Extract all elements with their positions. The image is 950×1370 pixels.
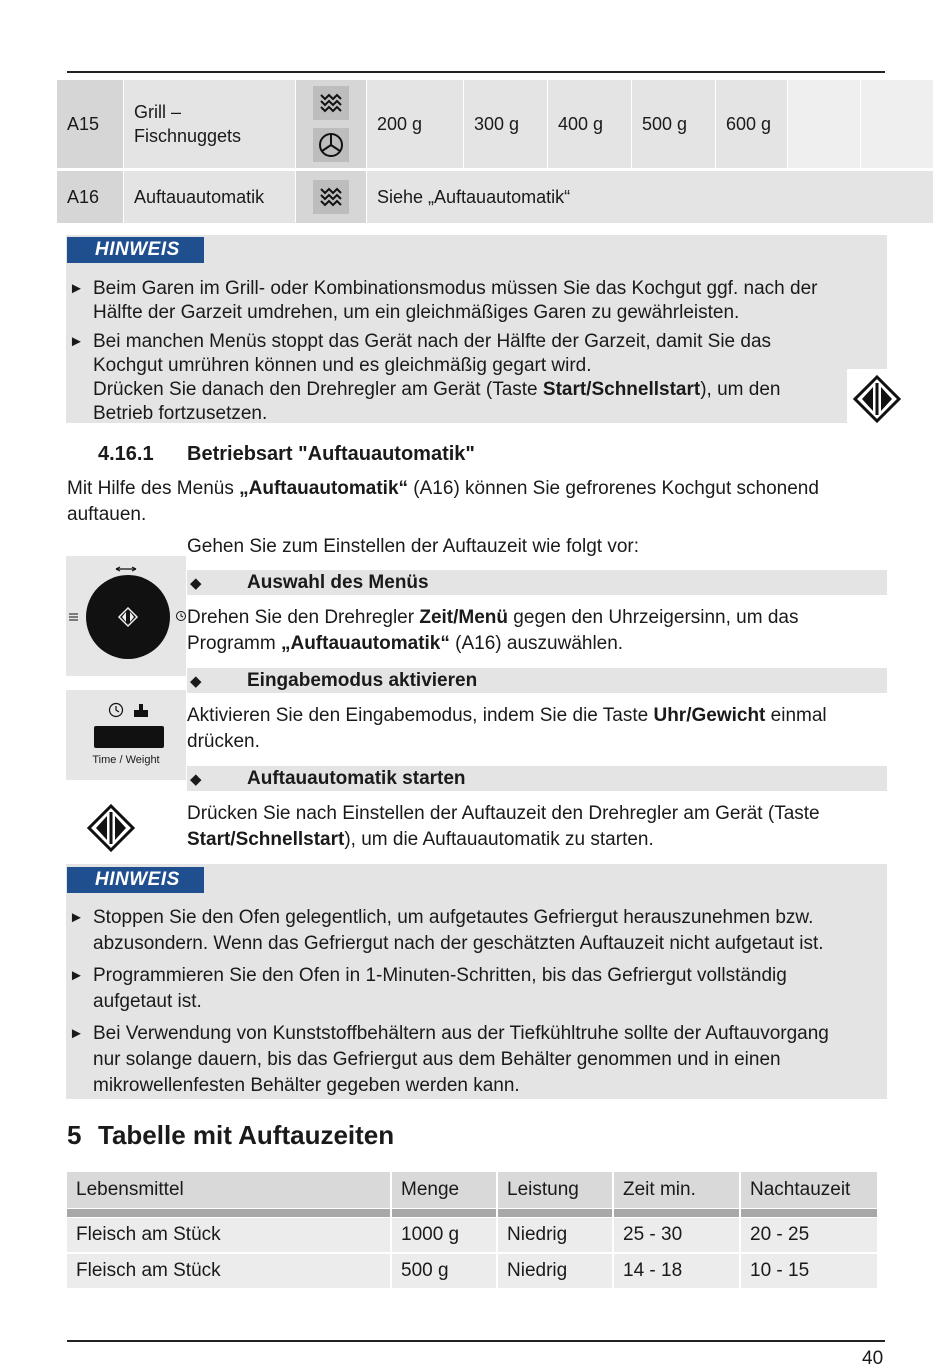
lead-text: Gehen Sie zum Einstellen der Auftauzeit wie folgt vor: [187, 536, 640, 557]
intro-line [67, 476, 887, 502]
bullet-line: Hälfte der Garzeit umdrehen, um ein gleichmäßiges Garen zu gewährleisten. [93, 302, 740, 323]
text-run: Aktivieren Sie den Eingabemodus, indem Sie die Taste [187, 705, 654, 726]
diamond-bullet-icon: ◆ [190, 672, 202, 690]
weight-value: 200 g [367, 80, 463, 168]
step-starten [187, 766, 887, 791]
start-button-icon [853, 375, 901, 428]
time-weight-label: Time / Weight [92, 754, 160, 766]
bullet-line: Programmieren Sie den Ofen in 1-Minuten-Schritten, bis das Gefriergut vollständig [93, 965, 787, 986]
page-number: 40 [862, 1348, 884, 1369]
time-weight-button-icon [66, 690, 186, 750]
row-name [124, 80, 295, 168]
hinweis-label: HINWEIS [67, 867, 204, 893]
weight-value: 500 g [632, 80, 715, 168]
step-line [187, 827, 887, 853]
intro-line: auftauen. [67, 504, 147, 525]
section-intro [67, 476, 887, 528]
header-separator [392, 1209, 496, 1217]
text-bold: „Auftauautomatik“ [239, 478, 409, 499]
text-run: gegen den Uhrzeigersinn, um das [508, 607, 799, 628]
bullet-line: abzusondern. Wenn das Gefriergut nach der geschätzten Auftauzeit nicht aufgetaut ist. [93, 933, 824, 954]
step-body [187, 703, 887, 755]
text-run: Drehen Sie den Drehregler [187, 607, 420, 628]
header-separator [498, 1209, 612, 1217]
header-separator [741, 1209, 877, 1217]
section-number: 4.16.1 [98, 443, 154, 465]
bullet-line: Beim Garen im Grill- oder Kombinationsmodus müssen Sie das Kochgut ggf. nach der [93, 278, 818, 299]
bullet-line: aufgetaut ist. [93, 991, 202, 1012]
arrow-right-icon: ► [69, 967, 84, 984]
table-header: Zeit min. [614, 1172, 739, 1208]
text-run: Programm [187, 633, 281, 654]
table-cell: 500 g [392, 1254, 496, 1288]
table-cell: Niedrig [498, 1254, 612, 1288]
arrow-right-icon: ► [69, 909, 84, 926]
table-cell: 14 - 18 [614, 1254, 739, 1288]
step-line [187, 703, 887, 729]
top-rule [67, 71, 885, 73]
text-run: (A16) auszuwählen. [449, 633, 624, 654]
weight-value: 600 g [716, 80, 787, 168]
empty-cell [861, 80, 933, 168]
step-title: Auftauautomatik starten [247, 767, 466, 789]
table-cell: 1000 g [392, 1218, 496, 1252]
bullet-line: Bei manchen Menüs stoppt das Gerät nach der Hälfte der Garzeit, damit Sie das [93, 331, 772, 352]
arrow-right-icon: ► [69, 280, 84, 297]
table-cell: 25 - 30 [614, 1218, 739, 1252]
row-note: Siehe „Auftauautomatik“ [367, 171, 933, 223]
table-cell: Fleisch am Stück [67, 1254, 390, 1288]
bottom-rule [67, 1340, 885, 1342]
header-separator [614, 1209, 739, 1217]
weight-value: 300 g [464, 80, 547, 168]
text-run: einmal [765, 705, 827, 726]
mode-icons [296, 80, 366, 168]
step-title: Eingabemodus aktivieren [247, 669, 478, 691]
rotary-dial-icon [66, 556, 186, 676]
text-run: ), um die Auftauautomatik zu starten. [344, 829, 654, 850]
weight-value: 400 g [548, 80, 631, 168]
chapter-number: 5 [67, 1120, 82, 1150]
text-run: ), um den [700, 379, 781, 400]
text-bold: Start/Schnellstart [542, 379, 701, 400]
text-run: Drücken Sie danach den Drehregler am Gerät (Taste [93, 379, 543, 400]
table-header: Nachtauzeit [741, 1172, 877, 1208]
bullet-line: Kochgut umrühren können und es gleichmäßig gegart wird. [93, 355, 592, 376]
table-cell: 10 - 15 [741, 1254, 877, 1288]
step-body [187, 605, 887, 657]
text-run: (A16) können Sie gefrorenes Kochgut schonend [408, 478, 819, 499]
table-header: Lebensmittel [67, 1172, 390, 1208]
text-bold: Zeit/Menü [419, 607, 509, 628]
table-cell: Niedrig [498, 1218, 612, 1252]
text-run: Mit Hilfe des Menüs [67, 478, 240, 499]
bullet-line: Bei Verwendung von Kunststoffbehältern aus der Tiefkühltruhe sollte der Auftauvorgang [93, 1023, 829, 1044]
text-bold: „Auftauautomatik“ [280, 633, 450, 654]
chapter-title: Tabelle mit Auftauzeiten [98, 1120, 395, 1150]
row-name-line: Fischnuggets [134, 126, 242, 146]
empty-cell [788, 80, 860, 168]
bullet-line: Stoppen Sie den Ofen gelegentlich, um aufgetautes Gefriergut herauszunehmen bzw. [93, 907, 814, 928]
step-line [187, 631, 887, 657]
mode-icons [296, 171, 366, 223]
hinweis-label: HINWEIS [67, 237, 204, 263]
bullet-line: Betrieb fortzusetzen. [93, 403, 268, 424]
arrow-right-icon: ► [69, 1025, 84, 1042]
combi-fan-icon [313, 128, 349, 162]
header-separator [67, 1209, 390, 1217]
bullet-line: mikrowellenfesten Behälter gegeben werden kann. [93, 1075, 520, 1096]
step-body [187, 801, 887, 853]
table-header: Menge [392, 1172, 496, 1208]
step-auswahl [187, 570, 887, 595]
row-name: Auftauautomatik [124, 171, 295, 223]
bullet-line: nur solange dauern, bis das Gefriergut aus dem Behälter genommen und in einen [93, 1049, 781, 1070]
section-title: Betriebsart "Auftauautomatik" [187, 443, 475, 465]
diamond-bullet-icon: ◆ [190, 770, 202, 788]
table-header: Leistung [498, 1172, 612, 1208]
step-line [187, 605, 887, 631]
text-bold: Start/Schnellstart [187, 829, 345, 850]
row-code: A15 [57, 80, 123, 168]
time-weight-key-illustration [66, 690, 186, 780]
grill-icon [313, 180, 349, 214]
text-bold: Uhr/Gewicht [653, 705, 766, 726]
step-eingabemodus [187, 668, 887, 693]
table-cell: 20 - 25 [741, 1218, 877, 1252]
step-line: Drücken Sie nach Einstellen der Auftauzeit den Drehregler am Gerät (Taste [187, 803, 820, 824]
dial-illustration [66, 556, 186, 676]
arrow-right-icon: ► [69, 333, 84, 350]
table-cell: Fleisch am Stück [67, 1218, 390, 1252]
grill-icon [313, 86, 349, 120]
bullet-line [93, 378, 853, 402]
diamond-bullet-icon: ◆ [190, 574, 202, 592]
start-button-icon [87, 804, 135, 857]
row-code: A16 [57, 171, 123, 223]
step-title: Auswahl des Menüs [247, 571, 429, 593]
step-line: drücken. [187, 731, 260, 752]
row-name-line: Grill – [134, 102, 182, 122]
